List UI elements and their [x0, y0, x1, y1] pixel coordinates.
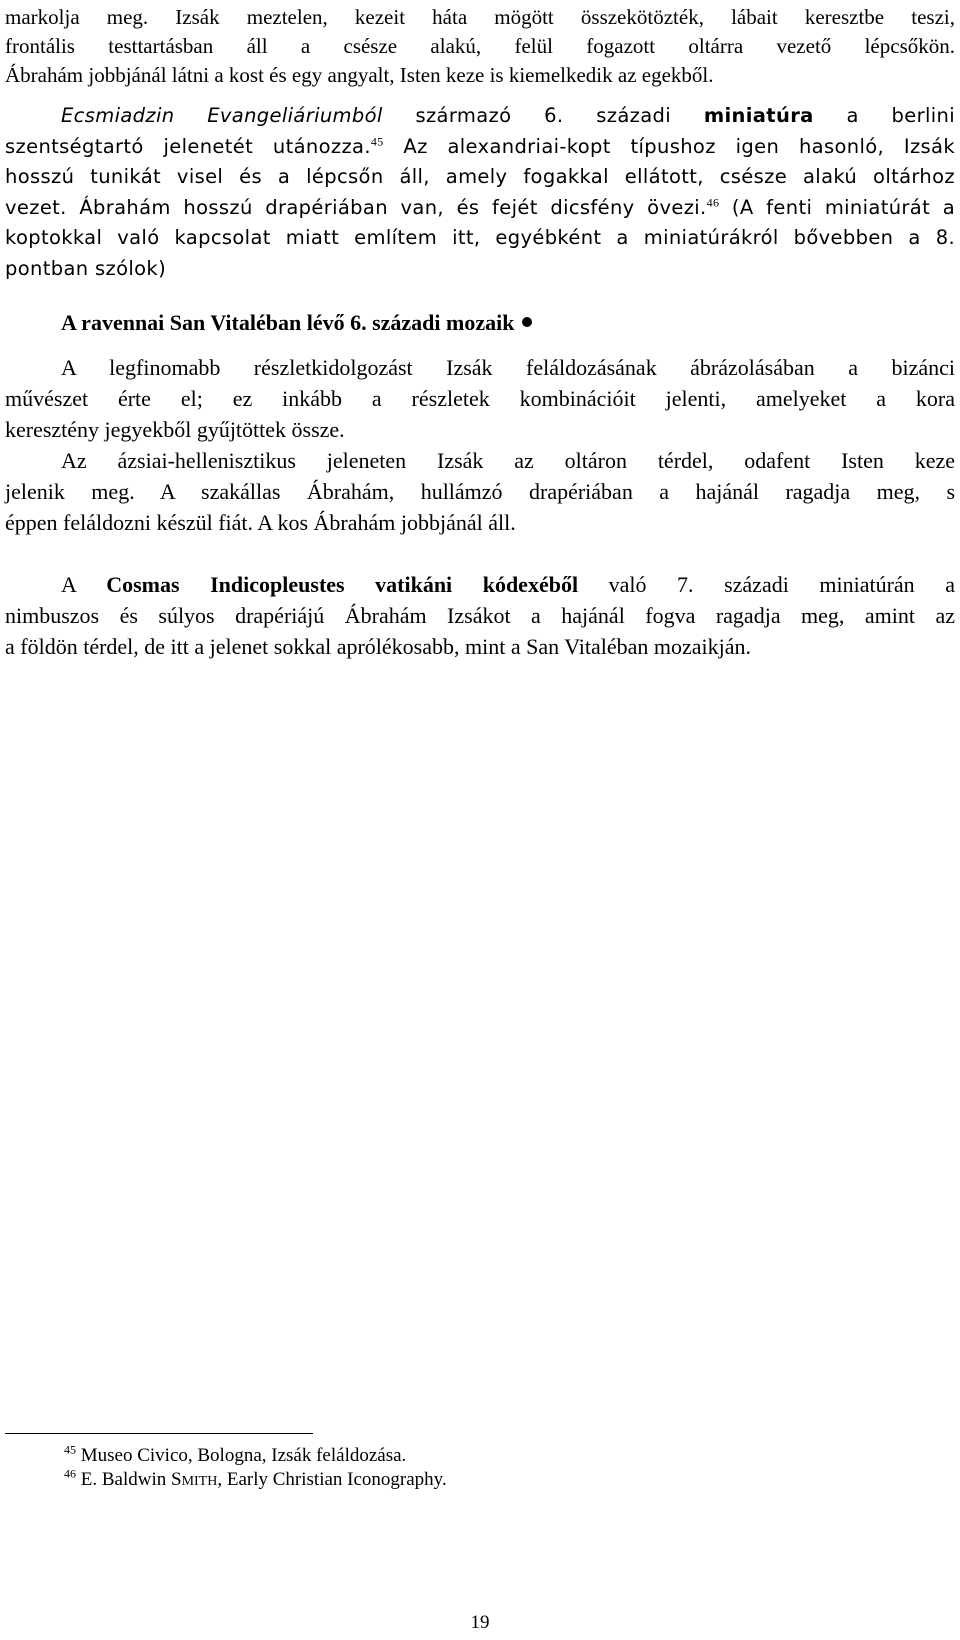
text-line: a földön térdel, de itt a jelenet sokkal aprólékosabb, mint a San Vitaléban mozaikján. [5, 634, 752, 659]
text-line: pontban szólok) [5, 256, 167, 280]
paragraph-cosmas [5, 569, 955, 662]
text-line: nimbuszos és súlyos drapériájú Ábrahám Izsákot a hajánál fogva ragadja meg, amint az [5, 603, 955, 628]
footnote-text: Museo Civico, Bologna, Izsák feláldozása. [76, 1445, 407, 1466]
footnote-46: $^{46}$ E. Baldwin SMITH, Early Christian Iconography. [64, 1466, 447, 1490]
text-line: frontális testtartásban áll a csésze alakú, felül fogazott oltárra vezető lépcsőkön. [5, 34, 955, 58]
author-smallcaps: MITH [181, 1474, 218, 1489]
section-heading [5, 308, 955, 337]
heading-text: A ravennai San Vitaléban lévő 6. századi mozaik [61, 310, 515, 335]
text-line: hosszú tunikát visel és a lépcsőn áll, amely fogakkal ellátott, csésze alakú oltárhoz [5, 165, 955, 188]
text-line: vezet. Ábrahám hosszú drapériában van, és fejét dicsfény övezi.$^{46}$ (A fenti miniatúrát a [5, 195, 955, 219]
paragraph-byzantine [5, 352, 955, 445]
text-line: Ecsmiadzin Evangeliáriumból származó 6. századi miniatúra a berlini [61, 104, 955, 127]
bullet-icon [522, 317, 532, 327]
text-line: koptokkal való kapcsolat miatt említem itt, egyébként a miniatúrákról bővebben a 8. [5, 226, 955, 249]
footnote-45 [64, 1444, 406, 1468]
text-line: jelenik meg. A szakállas Ábrahám, hullámzó drapériában a hajánál ragadja meg, s [5, 479, 955, 504]
text-line: keresztény jegyekből gyűjtöttek össze. [5, 417, 345, 442]
paragraph-asian-hellenistic [5, 445, 955, 538]
paragraph-ecsmiadzin [5, 101, 955, 284]
text-line: A legfinomabb részletkidolgozást Izsák feláldozásának ábrázolásában a bizánci [61, 355, 955, 380]
footnote-ref-45: 45 [370, 134, 384, 148]
footnote-ref-46: 46 [706, 195, 720, 209]
text-line: művészet érte el; ez inkább a részletek kombinációit jelenti, amelyeket a kora [5, 386, 955, 411]
emphasis-cosmas: Cosmas Indicopleustes vatikáni kódexéből [106, 572, 579, 597]
text-line: Ábrahám jobbjánál látni a kost és egy angyalt, Isten keze is kiemelkedik az egekből. [5, 63, 714, 87]
emphasis-miniatura: miniatúra [703, 104, 814, 127]
text-line: A Cosmas Indicopleustes vatikáni kódexéből való 7. századi miniatúrán a [61, 572, 955, 597]
text-line: Az ázsiai-hellenisztikus jeleneten Izsák az oltáron térdel, odafent Isten keze [61, 448, 955, 473]
paragraph-continuation [5, 3, 955, 90]
page-number: 19 [470, 1612, 490, 1633]
manuscript-title: Ecsmiadzin Evangeliáriumból [61, 104, 383, 127]
footnote-number: 46 [64, 1466, 76, 1481]
footnote-separator [5, 1433, 313, 1434]
footnote-number: 45 [64, 1442, 76, 1457]
text-line: szentségtartó jelenetét utánozza.$^{45}$ Az alexandriai-kopt típushoz igen hasonló, Izsák [5, 134, 955, 158]
text-line: éppen feláldozni készül fiát. A kos Ábrahám jobbjánál áll. [5, 510, 516, 535]
text-line: markolja meg. Izsák meztelen, kezeit háta mögött összekötözték, lábait keresztbe teszi, [5, 5, 955, 29]
